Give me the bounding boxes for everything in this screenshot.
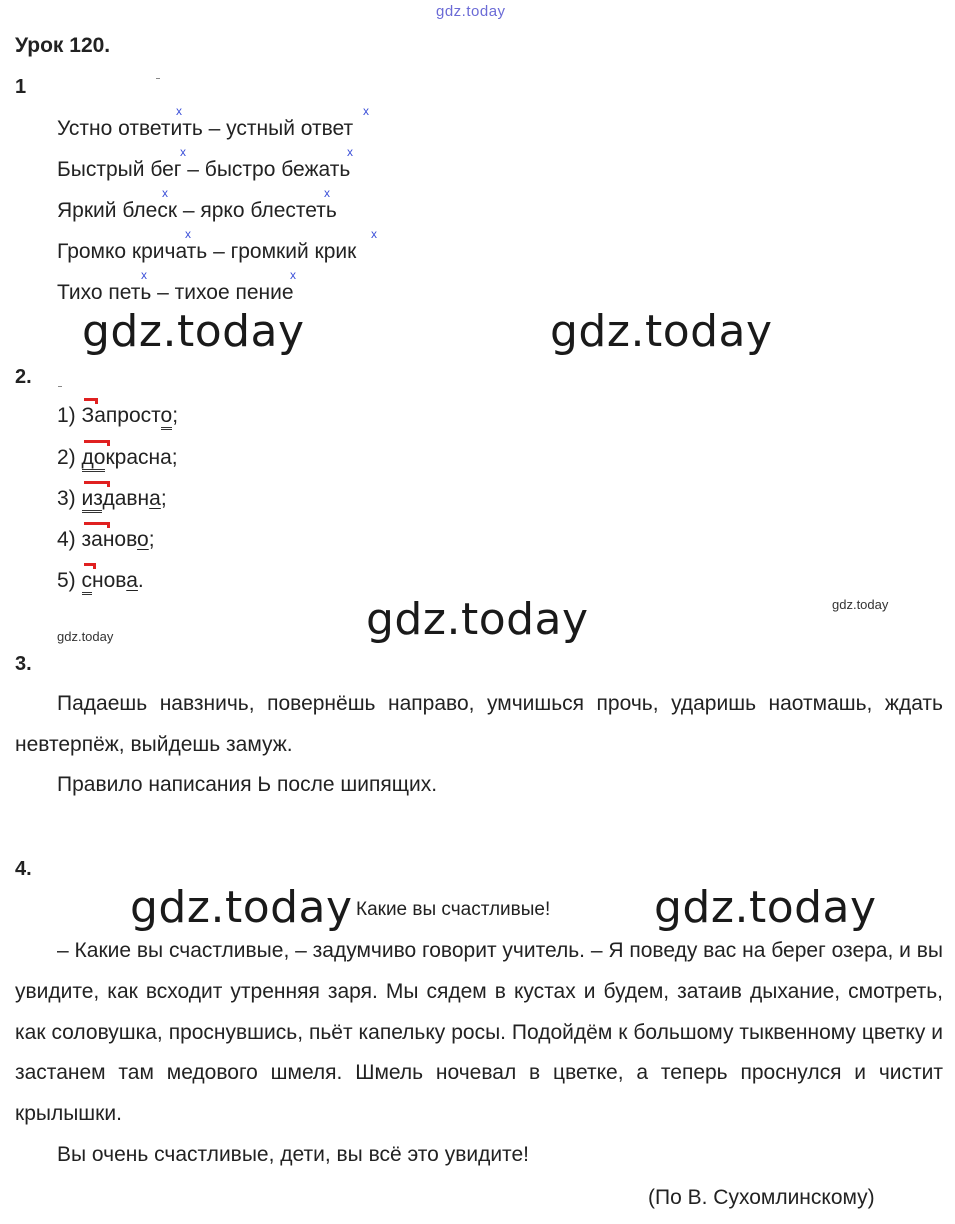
watermark-top: gdz.today — [436, 3, 506, 20]
punctuation: ; — [160, 487, 167, 510]
ex1-line-3: Яркий блеск – ярко блестеть — [57, 199, 337, 222]
stress-x-mark: x — [180, 145, 186, 159]
stress-x-mark: x — [324, 186, 330, 200]
item-number: 5) — [57, 569, 76, 592]
ex1-line-5: Тихо петь – тихое пение — [57, 281, 294, 304]
stress-x-mark: x — [141, 268, 147, 282]
word: нов — [92, 569, 127, 592]
punctuation: ; — [171, 446, 178, 469]
ex4-text — [15, 931, 943, 1176]
stress-x-mark: x — [185, 227, 191, 241]
prefix-bracket-mark — [84, 440, 110, 446]
stress-x-mark: x — [363, 104, 369, 118]
item-number: 3) — [57, 487, 76, 510]
watermark: gdz.today — [654, 882, 877, 933]
ex4-paragraph-2: Вы очень счастливые, дети, вы всё это увидите! — [57, 1142, 529, 1166]
item-number: 2) — [57, 446, 76, 469]
item-number: 1) — [57, 404, 76, 427]
ex2-item-5 — [57, 569, 144, 593]
tick-mark — [156, 78, 160, 79]
ex4-paragraph-1: – Какие вы счастливые, – задумчиво говорит учитель. – Я поведу вас на берег озера, и вы увидите, как всходит утренняя заря. Мы сядем в кустах и будем, затаив дыхание, смотреть, как соловушка, проснувшись, пьёт капельку росы. Подойдём к большому тыквенному цветку и застанем там медового шмеля. Шмель ночевал в цветке, а теперь проснулся и чистит крылышки. — [15, 939, 943, 1126]
watermark-small: gdz.today — [57, 629, 114, 644]
stress-x-mark: x — [162, 186, 168, 200]
prefix: с — [82, 569, 93, 595]
ex3-answer — [15, 684, 943, 806]
ex2-item-1 — [57, 404, 178, 428]
watermark: gdz.today — [366, 594, 589, 645]
prefix-bracket-mark — [84, 522, 110, 528]
prefix-bracket-mark — [84, 563, 96, 569]
ex2-item-3 — [57, 487, 167, 511]
watermark: gdz.today — [82, 306, 305, 357]
prefix: из — [82, 487, 103, 513]
word: Запрост — [81, 404, 161, 427]
ex1-line-1: Устно ответить – устный ответ — [57, 117, 354, 140]
suffix-ending: о — [161, 404, 173, 430]
stress-x-mark: x — [347, 145, 353, 159]
ex1-line-4: Громко кричать – громкий крик — [57, 240, 357, 263]
ex2-item-2 — [57, 446, 178, 470]
ex3-text: Падаешь навзничь, повернёшь направо, умчишься прочь, ударишь наотмашь, ждать невтерпёж, выйдешь замуж. — [15, 692, 943, 756]
prefix-bracket-mark — [84, 481, 110, 487]
lesson-title: Урок 120. — [15, 34, 111, 57]
exercise-2-number: 2. — [15, 366, 32, 388]
attribution: (По В. Сухомлинскому) — [648, 1186, 875, 1209]
suffix-ending: а — [149, 487, 161, 510]
text-title: Какие вы счастливые! — [356, 899, 551, 920]
prefix-bracket-mark — [84, 398, 98, 404]
item-number: 4) — [57, 528, 76, 551]
exercise-1-number: 1 — [15, 76, 27, 98]
word: занов — [81, 528, 138, 551]
word: давн — [102, 487, 150, 510]
watermark-small: gdz.today — [832, 597, 889, 612]
prefix: до — [82, 446, 106, 472]
exercise-3-number: 3. — [15, 653, 32, 675]
watermark: gdz.today — [130, 882, 353, 933]
tick-mark — [58, 386, 62, 387]
suffix-ending: о — [137, 528, 149, 551]
stress-x-mark: x — [176, 104, 182, 118]
stress-x-mark: x — [290, 268, 296, 282]
word: красна — [105, 446, 172, 469]
suffix-ending: а — [126, 569, 138, 592]
punctuation: ; — [148, 528, 155, 551]
ex3-rule: Правило написания Ь после шипящих. — [57, 773, 438, 796]
punctuation: . — [137, 569, 144, 592]
ex1-line-2: Быстрый бег – быстро бежать — [57, 158, 351, 181]
stress-x-mark: x — [371, 227, 377, 241]
exercise-4-number: 4. — [15, 858, 32, 880]
punctuation: ; — [172, 404, 179, 427]
ex2-item-4 — [57, 528, 155, 552]
watermark: gdz.today — [550, 306, 773, 357]
